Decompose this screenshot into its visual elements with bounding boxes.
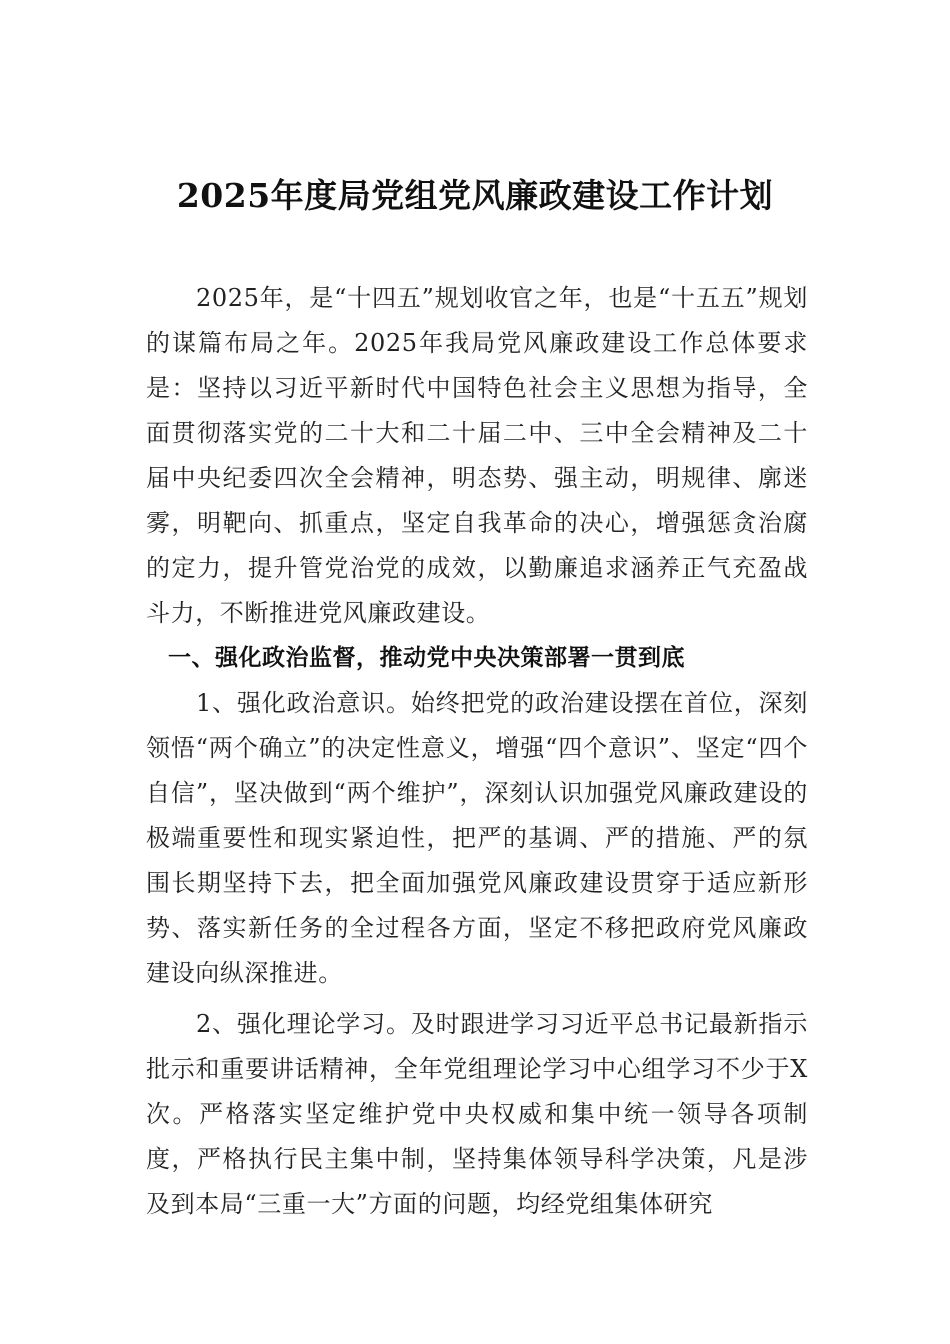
item-paragraph-1: 1、强化政治意识。始终把党的政治建设摆在首位，深刻领悟“两个确立”的决定性意义，增强“四个意识”、坚定“四个自信”，坚决做到“两个维护”，深刻认识加强党风廉政建设的极端重要性和现实紧迫性，把严的基调、严的措施、严的氛围长期坚持下去，把全面加强党风廉政建设贯穿于适应新形势、落实新任务的全过程各方面，坚定不移把政府党风廉政建设向纵深推进。	[146, 689, 808, 987]
document-body	[146, 276, 808, 1227]
intro-paragraph: 2025年，是“十四五”规划收官之年，也是“十五五”规划的谋篇布局之年。2025年我局党风廉政建设工作总体要求是：坚持以习近平新时代中国特色社会主义思想为指导，全面贯彻落实党的二十大和二十届二中、三中全会精神及二十届中央纪委四次全会精神，明态势、强主动，明规律、廓迷雾，明靶向、抓重点，坚定自我革命的决心，增强惩贪治腐的定力，提升管党治党的成效，以勤廉追求涵养正气充盈战斗力，不断推进党风廉政建设。	[146, 284, 808, 627]
item-paragraph-2: 2、强化理论学习。及时跟进学习习近平总书记最新指示批示和重要讲话精神，全年党组理论学习中心组学习不少于X次。严格落实坚定维护党中央权威和集中统一领导各项制度，严格执行民主集中制，坚持集体领导科学决策，凡是涉及到本局“三重一大”方面的问题，均经党组集体研究	[146, 1010, 808, 1218]
section-heading-1: 一、强化政治监督，推动党中央决策部署一贯到底	[168, 645, 685, 671]
document-title: 2025年度局党组党风廉政建设工作计划	[176, 176, 774, 215]
